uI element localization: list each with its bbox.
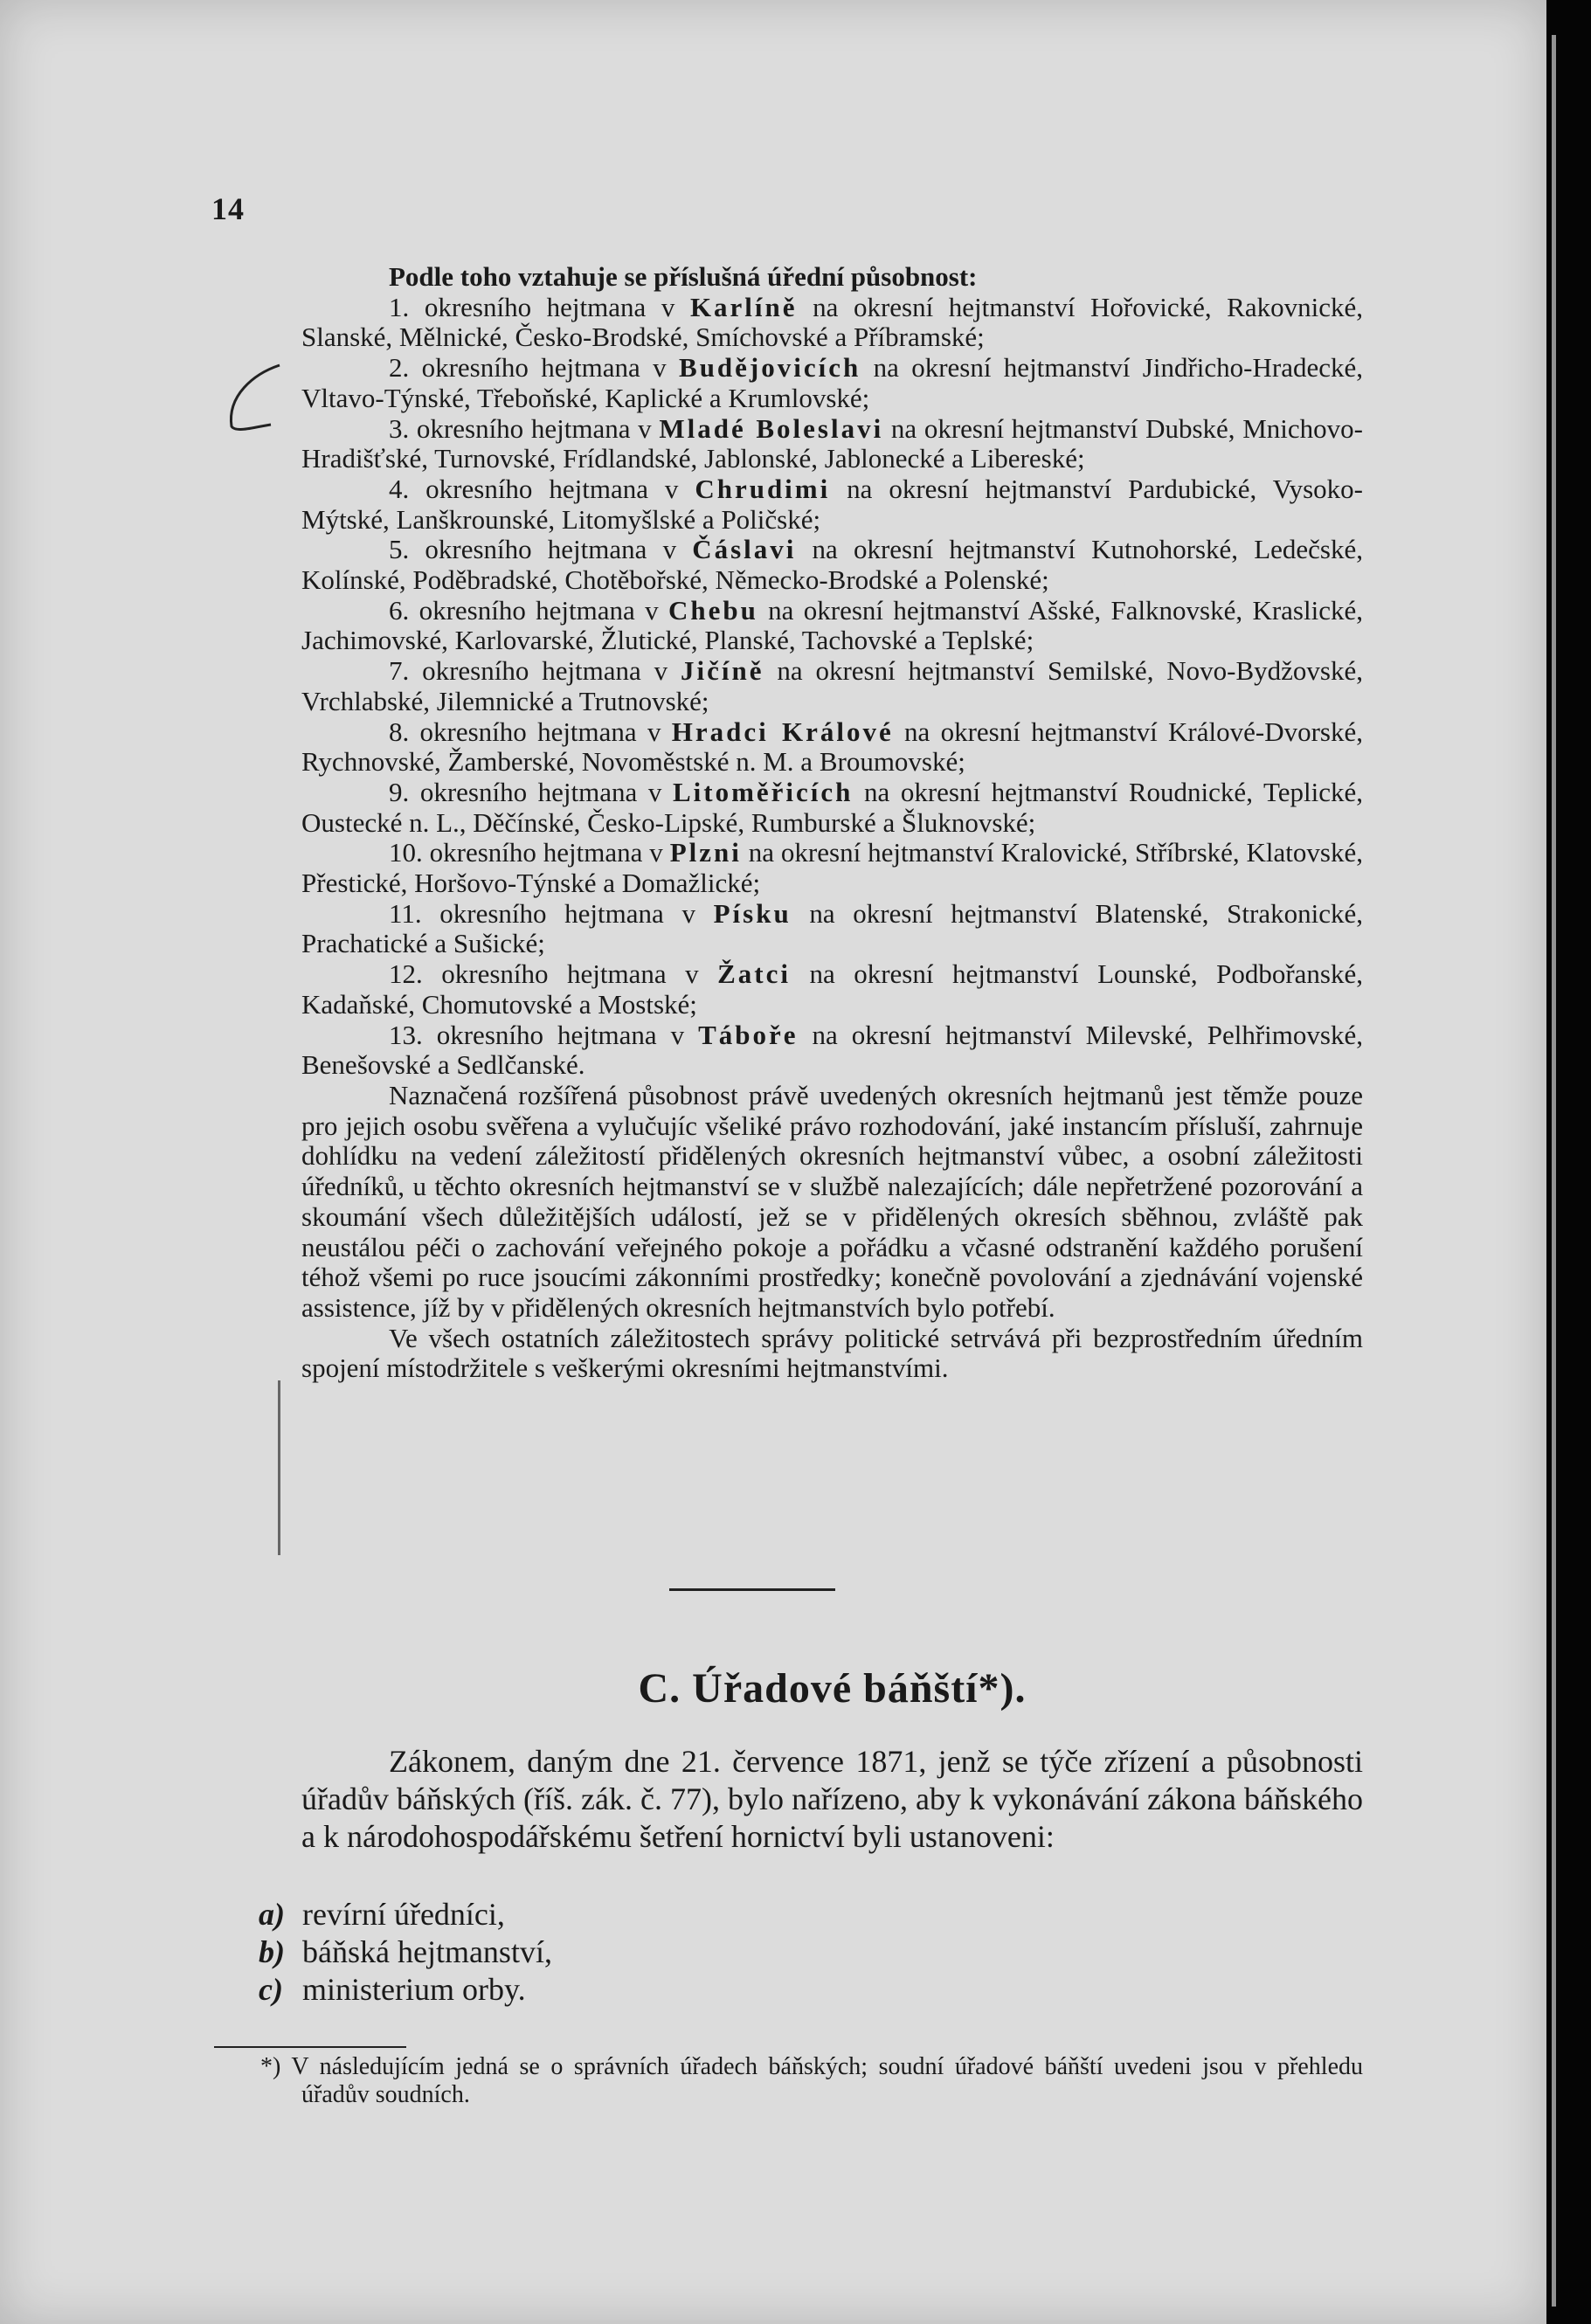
page-edge-line bbox=[1552, 35, 1556, 2307]
section-body bbox=[301, 1743, 1363, 1856]
list-item: 9. okresního hejtmana v Litoměřicích na okresní hejtmanství Roudnické, Teplické, Oustecké n. L., Děčínské, Česko-Lipské, Rumburské a Šluknovské; bbox=[301, 776, 1363, 838]
section-intro: Zákonem, daným dne 21. července 1871, jenž se týče zřízení a působnosti úřadův báňských (říš. zák. č. 77), bylo nařízeno, aby k vykonávání zákona báňského a k národohospodářskému šetření hornictví byli ustanoveni: bbox=[301, 1744, 1363, 1854]
list-item: c) ministerium orby. bbox=[259, 1972, 526, 2007]
list-item: 6. okresního hejtmana v Chebu na okresní hejtmanství Ašské, Falknovské, Kraslické, Jachimovské, Karlovarské, Žlutické, Planské, Tachovské a Teplské; bbox=[301, 594, 1363, 656]
paragraph-other-matters: Ve všech ostatních záležitostech správy politické setrvává při bezprostředním úředním spojení místodržitele s veškerými okresními hejtmanstvími. bbox=[301, 1322, 1363, 1384]
section-divider bbox=[669, 1588, 835, 1591]
handwritten-mark bbox=[218, 356, 288, 444]
list-intro: Podle toho vztahuje se příslušná úřední působnost: bbox=[389, 261, 978, 292]
list-item: 8. okresního hejtmana v Hradci Králové na okresní hejtmanství Králové-Dvorské, Rychnovské, Žamberské, Novoměstské n. M. a Broumovské; bbox=[301, 716, 1363, 778]
page-number: 14 bbox=[211, 191, 245, 226]
list-item: 7. okresního hejtmana v Jičíně na okresní hejtmanství Semilské, Novo-Bydžovské, Vrchlabské, Jilemnické a Trutnovské; bbox=[301, 655, 1363, 716]
list-item: 4. okresního hejtmana v Chrudimi na okresní hejtmanství Pardubické, Vysoko-Mýtské, Lanškrounské, Litomyšlské a Poličské; bbox=[301, 473, 1363, 535]
list-item: 2. okresního hejtmana v Budějovicích na okresní hejtmanství Jindřicho-Hradecké, Vltavo-Týnské, Třeboňské, Kaplické a Krumlovské; bbox=[301, 352, 1363, 413]
section-heading: C. Úřadové báňští*). bbox=[638, 1665, 1027, 1712]
paragraph-scope: Naznačená rozšířená působnost právě uvedených okresních hejtmanů jest těmže pouze pro jejich osobu svěřena a vylučujíc všeliké právo rozhodování, jaké instancím přísluší, zahrnuje dohlídku na vedení záležitostí přidělených okresních hejtmanství vůbec, a osobní záležitosti úředníků, u těchto okresních hejtmanství se v službě nalezajících; dále nepřetržené pozorování a skoumání všech důležitějších událostí, jež se v přidělených okresích sběhnou, zvláště pak neustálou péči o zachování veřejného pokoje a pořádku a včasné odstranění každého porušení téhož všemi po ruce jsoucími zákonními prostředky; konečně povolování a zjednávání vojenské assistence, jíž by v přidělených okresních hejtmanstvích bylo potřebí. bbox=[301, 1079, 1363, 1323]
footnote-text: *) V následujícím jedná se o správních úřadech báňských; soudní úřadové báňští uvedeni jsou v přehledu úřadův soudních. bbox=[260, 2053, 1363, 2108]
list-item: b) báňská hejtmanství, bbox=[259, 1934, 552, 1969]
margin-pencil-mark bbox=[278, 1380, 280, 1555]
list-item: 13. okresního hejtmana v Táboře na okresní hejtmanství Milevské, Pelhřimovské, Benešovské a Sedlčanské. bbox=[301, 1019, 1363, 1081]
list-item: a) revírní úředníci, bbox=[259, 1897, 505, 1932]
office-list bbox=[259, 1896, 552, 2009]
list-item: 11. okresního hejtmana v Písku na okresní hejtmanství Blatenské, Strakonické, Prachatické a Sušické; bbox=[301, 897, 1363, 959]
list-item: 5. okresního hejtmana v Čáslavi na okresní hejtmanství Kutnohorské, Ledečské, Kolínské, Poděbradské, Chotěbořské, Německo-Brodské a Polenské; bbox=[301, 534, 1363, 596]
footnote-divider bbox=[214, 2046, 406, 2048]
list-item: 12. okresního hejtmana v Žatci na okresní hejtmanství Lounské, Podbořanské, Kadaňské, Chomutovské a Mostské; bbox=[301, 958, 1363, 1020]
list-item: 3. okresního hejtmana v Mladé Boleslavi na okresní hejtmanství Dubské, Mnichovo-Hradišťské, Turnovské, Frídlandské, Jablonské, Jablonecké a Libereské; bbox=[301, 412, 1363, 474]
list-item: 1. okresního hejtmana v Karlíně na okresní hejtmanství Hořovické, Rakovnické, Slanské, Mělnické, Česko-Brodské, Smíchovské a Příbramské; bbox=[301, 291, 1363, 353]
footnote bbox=[260, 2053, 1363, 2109]
list-item: 10. okresního hejtmana v Plzni na okresní hejtmanství Kralovické, Stříbrské, Klatovské, Přestické, Horšovo-Týnské a Domažlické; bbox=[301, 837, 1363, 899]
district-list bbox=[301, 262, 1363, 1384]
